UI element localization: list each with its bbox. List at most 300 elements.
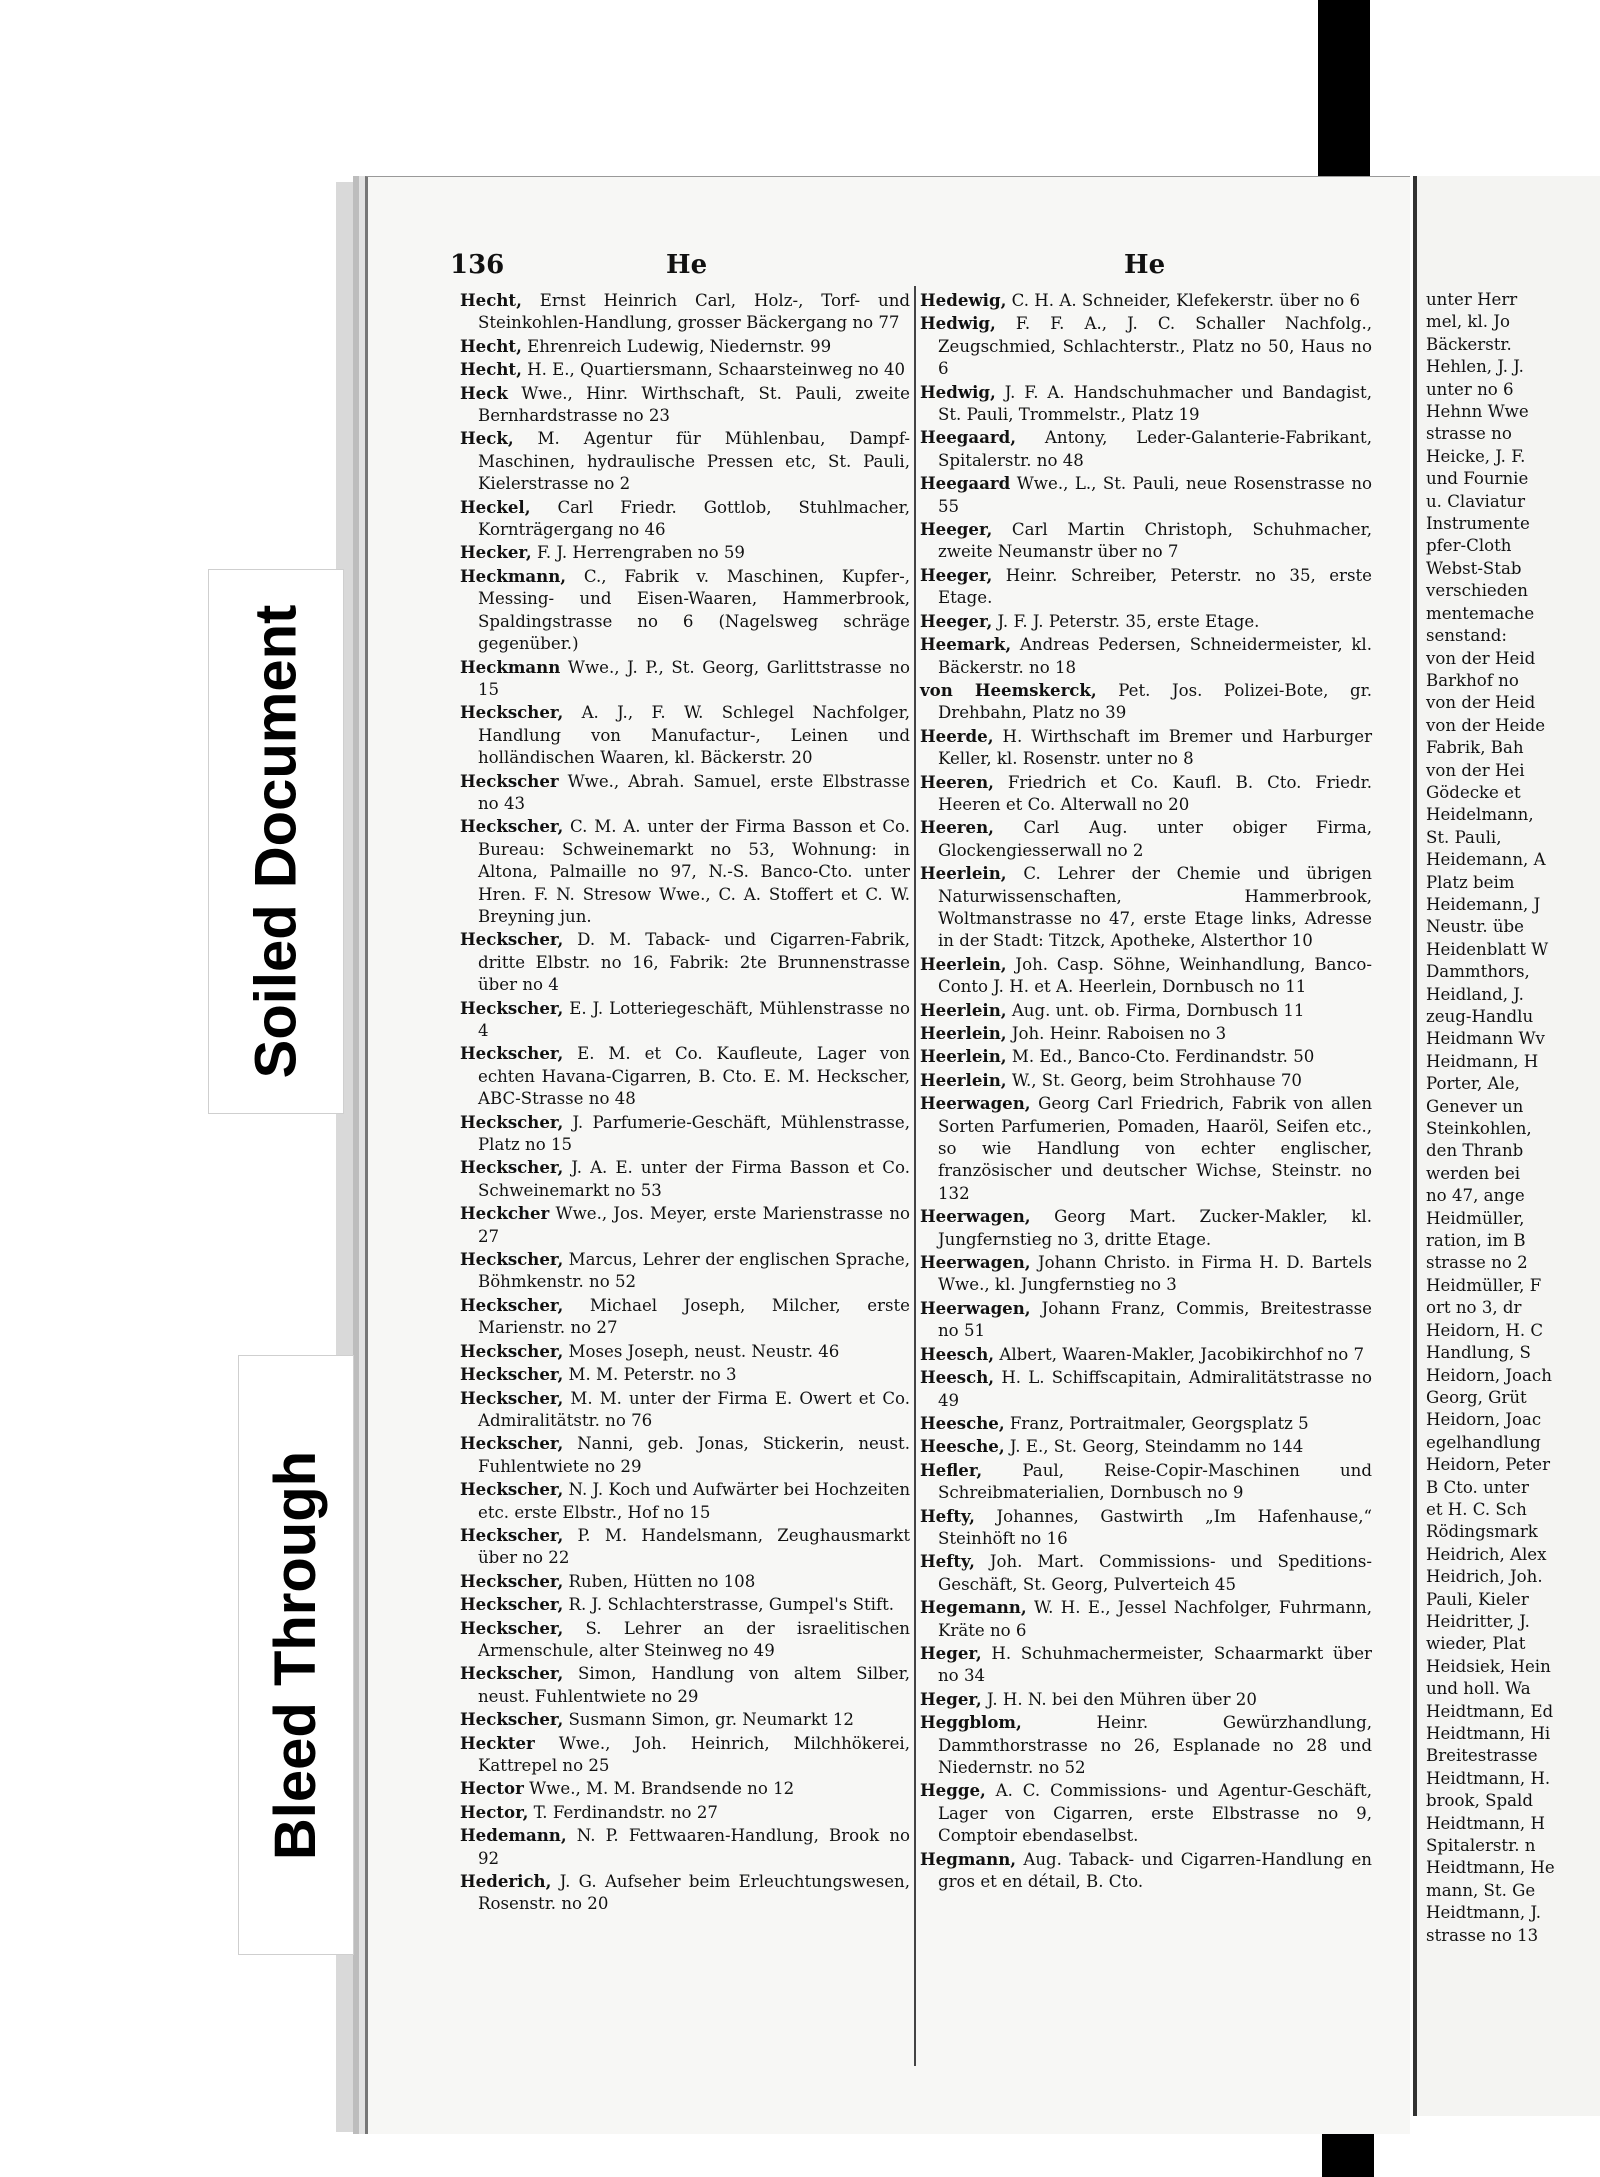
- directory-entry: [920, 472, 1372, 518]
- entry-name: Heckscher,: [460, 702, 564, 723]
- directory-entry: [460, 1777, 910, 1800]
- entry-details: Georg Carl Friedrich, Fabrik von allen Sorten Parfumerien, Pomaden, Haaröl, Seifen etc., so wie Handlung von echter englischer, französischer und deutscher Wichse, Steinstr. no 132: [938, 1094, 1373, 1203]
- entry-details: F. J. Herrengraben no 59: [537, 543, 745, 563]
- soiled-document-label: [208, 569, 344, 1114]
- directory-entry: [460, 1617, 910, 1663]
- facing-page-line: Heidtmann, Ed: [1426, 1701, 1554, 1721]
- entry-name: Heckscher,: [460, 1111, 564, 1132]
- directory-entry: [920, 1251, 1372, 1297]
- entry-name: Heger,: [920, 1642, 982, 1663]
- entry-name: Heck: [460, 382, 508, 403]
- facing-page-line: mel, kl. Jo: [1426, 312, 1510, 332]
- directory-entry: [460, 427, 910, 495]
- entry-details: Marcus, Lehrer der englischen Sprache, Böhmkenstr. no 52: [478, 1250, 910, 1292]
- entry-details: Johannes, Gastwirth „Im Hafenhause,“ Steinhöft no 16: [938, 1506, 1372, 1548]
- entry-details: Pet. Jos. Polizei-Bote, gr. Drehbahn, Platz no 39: [938, 680, 1372, 723]
- facing-page-line: Heidorn, Peter: [1426, 1455, 1551, 1475]
- entry-name: Heckscher,: [460, 929, 564, 950]
- entry-name: Heckscher,: [460, 1617, 564, 1638]
- entry-name: Heckscher,: [460, 1479, 564, 1500]
- facing-page-line: no 47, ange: [1426, 1186, 1525, 1206]
- facing-page-line: von der Heide: [1426, 715, 1546, 735]
- facing-page-line: u. Claviatur: [1426, 491, 1525, 511]
- entry-details: Johann Franz, Commis, Breitestrasse no 51: [938, 1298, 1372, 1341]
- facing-page-line: Porter, Ale,: [1426, 1074, 1520, 1094]
- facing-page-line: mann, St. Ge: [1426, 1880, 1536, 1900]
- entry-details: W., St. Georg, beim Strohhause 70: [1011, 1070, 1302, 1090]
- entry-name: Heckscher,: [460, 1594, 564, 1615]
- entry-name: Hecht,: [460, 290, 522, 310]
- entry-name: Heckscher,: [460, 1663, 564, 1684]
- entry-details: Michael Joseph, Milcher, erste Marienstr. no 27: [478, 1295, 910, 1338]
- entry-name: Heckscher,: [460, 816, 564, 837]
- entry-name: Heerlein,: [920, 863, 1007, 884]
- directory-entry: [460, 1524, 910, 1570]
- directory-entry: [920, 1045, 1372, 1068]
- directory-entry: [920, 816, 1372, 862]
- directory-entry: [460, 1824, 910, 1870]
- facing-page-line: strasse no: [1426, 424, 1512, 444]
- entry-name: Heerwagen,: [920, 1093, 1031, 1114]
- facing-page-line: und holl. Wa: [1426, 1679, 1531, 1699]
- facing-page-line: wieder, Plat: [1426, 1634, 1526, 1654]
- directory-entry: [460, 1801, 910, 1824]
- facing-page-line: Heicke, J. F.: [1426, 446, 1526, 466]
- directory-entry: [920, 518, 1372, 564]
- entry-details: P. M. Handelsmann, Zeughausmarkt über no 22: [478, 1525, 910, 1568]
- facing-page-line: Bäckerstr.: [1426, 334, 1512, 354]
- entry-name: Hecht,: [460, 335, 522, 356]
- entry-name: von Heemskerck,: [920, 679, 1097, 700]
- facing-page-line: Heidorn, H. C: [1426, 1320, 1544, 1340]
- entry-name: Heckscher,: [460, 1387, 564, 1408]
- entry-details: N. P. Fettwaaren-Handlung, Brook no 92: [478, 1826, 910, 1868]
- entry-details: H. Schuhmachermeister, Schaarmarkt über no 34: [938, 1643, 1372, 1686]
- entry-name: Heerwagen,: [920, 1297, 1031, 1318]
- facing-page-line: Handlung, S: [1426, 1343, 1531, 1363]
- entry-name: Hedewig,: [920, 290, 1007, 310]
- facing-page-line: senstand:: [1426, 626, 1507, 646]
- entry-details: J. E., St. Georg, Steindamm no 144: [1009, 1437, 1304, 1457]
- directory-entry: [920, 1688, 1372, 1711]
- facing-page-line: Heidland, J.: [1426, 984, 1524, 1004]
- entry-details: Andreas Pedersen, Schneidermeister, kl. Bäckerstr. no 18: [938, 635, 1372, 677]
- entry-name: Heckscher,: [460, 1364, 564, 1385]
- directory-entry: [460, 1662, 910, 1708]
- entry-details: Simon, Handlung von altem Silber, neust. Fuhlentwiete no 29: [478, 1664, 910, 1706]
- directory-entry: [920, 1022, 1372, 1045]
- directory-entry: [920, 862, 1372, 953]
- entry-name: Heckscher,: [460, 1524, 564, 1545]
- facing-page-line: Steinkohlen,: [1426, 1119, 1532, 1139]
- page-header-left: He: [666, 250, 708, 280]
- facing-page-line: Heidmann, H: [1426, 1051, 1539, 1071]
- entry-name: Heeger,: [920, 610, 993, 631]
- entry-details: Joh. Heinr. Raboisen no 3: [1011, 1024, 1227, 1043]
- entry-details: Aug. Taback- und Cigarren-Handlung en gros et en détail, B. Cto.: [938, 1849, 1372, 1892]
- facing-page-line: strasse no 2: [1426, 1253, 1528, 1273]
- directory-entry: [920, 564, 1372, 610]
- entry-name: Hegmann,: [920, 1848, 1017, 1869]
- facing-page-line: Spitalerstr. n: [1426, 1836, 1536, 1856]
- entry-details: Wwe., M. M. Brandsende no 12: [529, 1779, 795, 1799]
- directory-entry: [920, 1779, 1372, 1847]
- entry-name: Heckscher,: [460, 1709, 564, 1730]
- entry-details: Aug. unt. ob. Firma, Dornbusch 11: [1011, 1000, 1305, 1020]
- directory-entry: [460, 1363, 910, 1386]
- entry-details: H. Wirthschaft im Bremer und Harburger Keller, kl. Rosenstr. unter no 8: [938, 726, 1373, 769]
- facing-page-line: Heidorn, Joach: [1426, 1365, 1552, 1385]
- facing-page-line: Heidsiek, Hein: [1426, 1656, 1551, 1676]
- entry-name: Hefty,: [920, 1551, 975, 1572]
- entry-name: Heegaard: [920, 473, 1011, 494]
- entry-name: Heckscher,: [460, 1157, 564, 1178]
- directory-entry: [920, 1711, 1372, 1779]
- entry-name: Heeren,: [920, 771, 994, 792]
- facing-page-line: von der Hei: [1426, 760, 1525, 780]
- facing-page-line: Webst-Stab: [1426, 558, 1522, 578]
- entry-name: Hecht,: [460, 359, 522, 380]
- entry-details: Joh. Mart. Commissions- und Speditions-Geschäft, St. Georg, Pulverteich 45: [938, 1552, 1372, 1594]
- entry-details: M. M. unter der Firma E. Owert et Co. Admiralitätstr. no 76: [478, 1388, 910, 1430]
- scan-border-top-right: [1318, 0, 1370, 182]
- entry-name: Heckel,: [460, 496, 531, 517]
- directory-entry: [460, 1478, 910, 1524]
- entry-name: Heesch,: [920, 1367, 995, 1388]
- entry-details: Wwe., Jos. Meyer, erste Marienstrasse no 27: [478, 1204, 910, 1246]
- facing-page-line: verschieden: [1426, 581, 1528, 601]
- directory-entry: [460, 1870, 910, 1916]
- entry-details: Carl Aug. unter obiger Firma, Glockengiesserwall no 2: [938, 818, 1372, 860]
- entry-name: Heckscher,: [460, 1433, 564, 1454]
- facing-page-line: pfer-Cloth: [1426, 536, 1512, 556]
- entry-details: C. H. A. Schneider, Klefekerstr. über no 6: [1011, 291, 1361, 310]
- facing-page-line: Genever un: [1426, 1096, 1524, 1116]
- entry-name: Heggblom,: [920, 1712, 1022, 1733]
- entry-name: Heemark,: [920, 634, 1012, 655]
- entry-name: Heerde,: [920, 725, 994, 746]
- directory-entry: [460, 1708, 910, 1731]
- directory-entry: [460, 541, 910, 564]
- facing-page-line: Neustr. übe: [1426, 917, 1524, 937]
- entry-details: Ehrenreich Ludewig, Niedernstr. 99: [527, 336, 832, 356]
- directory-entry: [460, 1042, 910, 1110]
- entry-name: Heckscher,: [460, 1570, 564, 1591]
- facing-page-line: Heidtmann, Hi: [1426, 1724, 1551, 1743]
- directory-entry: [920, 1596, 1372, 1642]
- entry-details: Ruben, Hütten no 108: [568, 1571, 756, 1591]
- directory-entry: [460, 1202, 910, 1248]
- facing-page-line: et H. C. Sch: [1426, 1499, 1527, 1519]
- entry-name: Heegaard,: [920, 427, 1017, 448]
- entry-name: Heerwagen,: [920, 1252, 1031, 1273]
- directory-entry: [920, 771, 1372, 817]
- entry-name: Hefty,: [920, 1505, 975, 1526]
- entry-details: Carl Friedr. Gottlob, Stuhlmacher, Kornträgergang no 46: [478, 497, 910, 540]
- entry-name: Heckscher: [460, 770, 559, 791]
- directory-entry: [460, 1570, 910, 1593]
- directory-entry: [460, 1111, 910, 1157]
- entry-details: S. Lehrer an der israelitischen Armenschule, alter Steinweg no 49: [478, 1618, 910, 1660]
- directory-entry: [920, 1848, 1372, 1894]
- bleed-through-label-text: Bleed Through: [263, 1450, 329, 1860]
- entry-name: Hedemann,: [460, 1825, 567, 1846]
- facing-page-line: Platz beim: [1426, 872, 1515, 892]
- directory-entry: [920, 426, 1372, 472]
- entry-name: Heerlein,: [920, 1046, 1007, 1067]
- entry-details: E. J. Lotteriegeschäft, Mühlenstrasse no 4: [478, 998, 910, 1040]
- entry-details: Johann Christo. in Firma H. D. Bartels Wwe., kl. Jungfernstieg no 3: [938, 1253, 1372, 1295]
- directory-entry: [920, 1092, 1372, 1205]
- entry-details: Friedrich et Co. Kaufl. B. Cto. Friedr. Heeren et Co. Alterwall no 20: [938, 772, 1372, 814]
- entry-details: Joh. Casp. Söhne, Weinhandlung, Banco-Conto J. H. et A. Heerlein, Dornbusch no 11: [938, 954, 1372, 997]
- entry-name: Hefler,: [920, 1459, 983, 1480]
- entry-name: Heesch,: [920, 1343, 995, 1364]
- entry-details: Wwe., J. P., St. Georg, Garlittstrasse no 15: [478, 657, 910, 699]
- entry-details: Wwe., Abrah. Samuel, erste Elbstrasse no 43: [478, 771, 910, 813]
- entry-details: J. F. A. Handschuhmacher und Bandagist, St. Pauli, Trommelstr., Platz 19: [938, 382, 1372, 425]
- directory-entry: [920, 1366, 1372, 1412]
- entry-details: M. M. Peterstr. no 3: [568, 1365, 737, 1385]
- soiled-document-label-text: Soiled Document: [243, 604, 309, 1079]
- entry-name: Heckscher,: [460, 997, 564, 1018]
- directory-entry: [460, 565, 910, 656]
- entry-name: Heerlein,: [920, 999, 1007, 1020]
- facing-page-line: St. Pauli,: [1426, 827, 1502, 847]
- entry-details: Ernst Heinrich Carl, Holz-, Torf- und Steinkohlen-Handlung, grosser Bäckergang no 77: [478, 291, 910, 333]
- entry-details: F. F. A., J. C. Schaller Nachfolg., Zeugschmied, Schlachterstr., Platz no 50, Haus no 6: [938, 314, 1372, 379]
- facing-page-line: Pauli, Kieler: [1426, 1589, 1529, 1609]
- entry-details: R. J. Schlachterstrasse, Gumpel's Stift.: [568, 1595, 895, 1615]
- entry-details: J. H. N. bei den Mühren über 20: [987, 1689, 1257, 1709]
- directory-entry: [920, 610, 1372, 633]
- facing-page-line: Heidemann, A: [1426, 850, 1546, 870]
- entry-name: Heerwagen,: [920, 1206, 1031, 1227]
- directory-entry: [920, 1642, 1372, 1688]
- directory-entry: [460, 701, 910, 769]
- page-header-right: He: [1124, 250, 1166, 280]
- facing-page-line: egelhandlung: [1426, 1432, 1541, 1452]
- directory-entry: [920, 1069, 1372, 1092]
- facing-page-line: Georg, Grüt: [1426, 1387, 1527, 1407]
- directory-entry: [460, 382, 910, 428]
- facing-page-line: Heidtmann, H: [1426, 1813, 1545, 1833]
- entry-details: D. M. Taback- und Cigarren-Fabrik, dritte Elbstr. no 16, Fabrik: 2te Brunnenstrasse über no 4: [478, 930, 911, 995]
- facing-page-column: [1426, 289, 1600, 1947]
- directory-entry: [920, 1459, 1372, 1505]
- entry-name: Heger,: [920, 1688, 982, 1709]
- entry-details: W. H. E., Jessel Nachfolger, Fuhrmann, Kräte no 6: [938, 1598, 1372, 1640]
- entry-details: M. Agentur für Mühlenbau, Dampf-Maschinen, hydraulische Pressen etc, St. Pauli, Kielerstrasse no 2: [478, 429, 910, 494]
- facing-page-line: ration, im B: [1426, 1231, 1526, 1251]
- entry-name: Heckscher,: [460, 1340, 564, 1361]
- directory-entry: [460, 1294, 910, 1340]
- entry-details: J. G. Aufseher beim Erleuchtungswesen, Rosenstr. no 20: [478, 1872, 910, 1914]
- entry-name: Heerlein,: [920, 1023, 1007, 1043]
- entry-name: Hedwig,: [920, 313, 996, 334]
- entry-details: M. Ed., Banco-Cto. Ferdinandstr. 50: [1011, 1047, 1315, 1067]
- facing-page-line: Heidenblatt W: [1426, 939, 1549, 959]
- facing-page-line: unter Herr: [1426, 290, 1518, 309]
- facing-page-line: Heidtmann, He: [1426, 1858, 1555, 1878]
- directory-entry: [460, 1156, 910, 1202]
- facing-page-line: von der Heid: [1426, 648, 1536, 668]
- facing-page-line: Heidtmann, H.: [1426, 1768, 1551, 1788]
- facing-page-line: ort no 3, dr: [1426, 1298, 1522, 1318]
- directory-entry: [920, 953, 1372, 999]
- entry-name: Hedwig,: [920, 381, 996, 402]
- entry-name: Hegge,: [920, 1780, 986, 1801]
- directory-entry: [460, 1248, 910, 1294]
- facing-page-line: Heidrich, Alex: [1426, 1544, 1547, 1564]
- directory-entry: [460, 1340, 910, 1363]
- facing-page-line: von der Heid: [1426, 693, 1536, 713]
- facing-page-line: Heidmann Wv: [1426, 1029, 1545, 1049]
- entry-name: Heerlein,: [920, 1069, 1007, 1090]
- directory-entry: [460, 1593, 910, 1616]
- directory-entry: [460, 770, 910, 816]
- entry-details: C. M. A. unter der Firma Basson et Co. Bureau: Schweinemarkt no 53, Wohnung: in Altona, Palmaille no 97, N.-S. Banco-Cto. unter Hren. F. N. Stresow Wwe., C. A. Stoffert et C. W. Breyning jun.: [478, 817, 910, 926]
- entry-name: Hector,: [460, 1801, 529, 1822]
- entry-name: Heckmann,: [460, 565, 567, 586]
- entry-details: A. J., F. W. Schlegel Nachfolger, Handlung von Manufactur-, Leinen und holländischen Waaren, kl. Bäckerstr. 20: [478, 703, 911, 768]
- facing-page-line: Heidrich, Joh.: [1426, 1567, 1543, 1587]
- facing-page-line: B Cto. unter: [1426, 1477, 1529, 1497]
- entry-details: J. F. J. Peterstr. 35, erste Etage.: [997, 611, 1260, 631]
- directory-entry: [920, 1505, 1372, 1551]
- facing-page-line: unter no 6: [1426, 379, 1514, 399]
- directory-entry: [460, 997, 910, 1043]
- column-divider: [914, 286, 916, 2066]
- entry-details: Wwe., Joh. Heinrich, Milchhökerei, Kattrepel no 25: [478, 1733, 911, 1775]
- entry-name: Heckscher,: [460, 1249, 564, 1270]
- middle-column: [920, 289, 1372, 1893]
- facing-page-line: zeug-Handlu: [1426, 1007, 1534, 1026]
- entry-name: Heckcher: [460, 1203, 550, 1224]
- facing-page-line: Fabrik, Bah: [1426, 738, 1524, 758]
- directory-entry: [920, 312, 1372, 380]
- entry-name: Heckscher,: [460, 1294, 564, 1315]
- facing-page-line: Heidorn, Joac: [1426, 1410, 1542, 1430]
- facing-page-line: Gödecke et: [1426, 782, 1521, 802]
- entry-details: Moses Joseph, neust. Neustr. 46: [568, 1341, 840, 1361]
- facing-page-line: und Fournie: [1426, 469, 1529, 489]
- entry-details: E. M. et Co. Kaufleute, Lager von echten Havana-Cigarren, B. Cto. E. M. Heckscher, ABC-Strasse no 48: [478, 1044, 910, 1109]
- directory-entry: [920, 999, 1372, 1022]
- entry-name: Heckter: [460, 1732, 535, 1753]
- entry-details: T. Ferdinandstr. no 27: [533, 1802, 718, 1822]
- directory-entry: [920, 289, 1372, 312]
- entry-details: Susmann Simon, gr. Neumarkt 12: [568, 1710, 854, 1730]
- entry-details: J. Parfumerie-Geschäft, Mühlenstrasse, Platz no 15: [478, 1112, 910, 1155]
- directory-entry: [920, 381, 1372, 427]
- directory-entry: [920, 1205, 1372, 1251]
- entry-details: Franz, Portraitmaler, Georgsplatz 5: [1009, 1413, 1309, 1433]
- entry-details: C. Lehrer der Chemie und übrigen Naturwissenschaften, Hammerbrook, Woltmanstrasse no 47, erste Etage links, Adresse in der Stadt: Titzck, Apotheke, Alsterthor 10: [938, 864, 1372, 951]
- entry-name: Heckscher,: [460, 1043, 564, 1064]
- directory-entry: [460, 1732, 910, 1778]
- facing-page-line: Heidmüller,: [1426, 1208, 1525, 1228]
- facing-page-line: mentemache: [1426, 603, 1535, 623]
- entry-name: Heesche,: [920, 1412, 1005, 1433]
- entry-details: Wwe., L., St. Pauli, neue Rosenstrasse no 55: [938, 474, 1373, 516]
- entry-name: Heeger,: [920, 564, 993, 585]
- directory-entry: [460, 815, 910, 928]
- entry-name: Heck,: [460, 428, 514, 449]
- entry-name: Hederich,: [460, 1871, 552, 1892]
- facing-page-line: Rödingsmark: [1426, 1522, 1538, 1542]
- directory-entry: [920, 1343, 1372, 1366]
- entry-name: Heerlein,: [920, 953, 1007, 974]
- directory-entry: [920, 633, 1372, 679]
- directory-entry: [460, 358, 910, 381]
- entry-name: Hector: [460, 1778, 524, 1799]
- directory-entry: [920, 1435, 1372, 1458]
- directory-entry: [920, 679, 1372, 725]
- directory-entry: [920, 1297, 1372, 1343]
- entry-details: H. L. Schiffscapitain, Admiralitätstrasse no 49: [938, 1368, 1372, 1410]
- facing-page-line: werden bei: [1426, 1163, 1521, 1183]
- directory-entry: [460, 656, 910, 702]
- directory-entry: [460, 496, 910, 542]
- entry-name: Heeren,: [920, 817, 994, 838]
- entry-details: Antony, Leder-Galanterie-Fabrikant, Spitalerstr. no 48: [938, 428, 1372, 470]
- facing-page-line: Dammthors,: [1426, 962, 1530, 982]
- facing-page-line: Hehlen, J. J.: [1426, 357, 1524, 377]
- directory-entry: [460, 928, 910, 996]
- entry-name: Hegemann,: [920, 1597, 1027, 1618]
- entry-details: H. E., Quartiersmann, Schaarsteinweg no 40: [527, 360, 906, 380]
- entry-details: Heinr. Gewürzhandlung, Dammthorstrasse no 26, Esplanade no 28 und Niedernstr. no 52: [938, 1713, 1372, 1777]
- entry-name: Heesche,: [920, 1436, 1005, 1457]
- entry-details: Wwe., Hinr. Wirthschaft, St. Pauli, zweite Bernhardstrasse no 23: [478, 383, 910, 426]
- entry-details: J. A. E. unter der Firma Basson et Co. Schweinemarkt no 53: [478, 1158, 910, 1200]
- entry-details: Paul, Reise-Copir-Maschinen und Schreibmaterialien, Dornbusch no 9: [938, 1460, 1372, 1503]
- entry-name: Hecker,: [460, 542, 532, 563]
- facing-page-line: Hehnn Wwe: [1426, 402, 1529, 422]
- facing-page-line: strasse no 13: [1426, 1925, 1539, 1945]
- entry-details: Georg Mart. Zucker-Makler, kl. Jungfernstieg no 3, dritte Etage.: [938, 1207, 1372, 1249]
- entry-name: Heeger,: [920, 519, 993, 540]
- entry-name: Heckmann: [460, 656, 561, 677]
- facing-page-line: Heidemann, J: [1426, 894, 1541, 914]
- page-number: 136: [450, 250, 505, 280]
- directory-entry: [460, 335, 910, 358]
- entry-details: Carl Martin Christoph, Schuhmacher, zweite Neumanstr über no 7: [938, 520, 1373, 562]
- facing-page-line: brook, Spald: [1426, 1791, 1533, 1811]
- entry-details: Nanni, geb. Jonas, Stickerin, neust. Fuhlentwiete no 29: [478, 1434, 910, 1476]
- facing-page-line: Breitestrasse: [1426, 1746, 1538, 1766]
- directory-entry: [460, 1432, 910, 1478]
- entry-details: Heinr. Schreiber, Peterstr. no 35, erste Etage.: [938, 565, 1372, 608]
- facing-page-line: Heidmüller, F: [1426, 1275, 1542, 1295]
- facing-page-line: Instrumente: [1426, 514, 1530, 534]
- directory-entry: [460, 1387, 910, 1433]
- entry-details: A. C. Commissions- und Agentur-Geschäft, Lager von Cigarren, erste Elbstrasse no 9, Comptoir ebendaselbst.: [938, 1781, 1372, 1846]
- directory-entry: [920, 725, 1372, 771]
- entry-details: N. J. Koch und Aufwärter bei Hochzeiten etc. erste Elbstr., Hof no 15: [478, 1480, 911, 1522]
- facing-page-line: Heidtmann, J.: [1426, 1903, 1542, 1923]
- facing-page-line: den Thranb: [1426, 1141, 1524, 1161]
- left-column: [460, 289, 910, 1916]
- facing-page-line: Barkhof no: [1426, 670, 1519, 690]
- entry-details: Albert, Waaren-Makler, Jacobikirchhof no 7: [999, 1344, 1365, 1364]
- directory-entry: [920, 1412, 1372, 1435]
- facing-page-line: Heidritter, J.: [1426, 1611, 1530, 1631]
- bleed-through-label: [238, 1355, 354, 1955]
- directory-entry: [920, 1550, 1372, 1596]
- entry-details: C., Fabrik v. Maschinen, Kupfer-, Messing- und Eisen-Waaren, Hammerbrook, Spaldingstrasse no 6 (Nagelsweg schräge gegenüber.): [478, 566, 910, 654]
